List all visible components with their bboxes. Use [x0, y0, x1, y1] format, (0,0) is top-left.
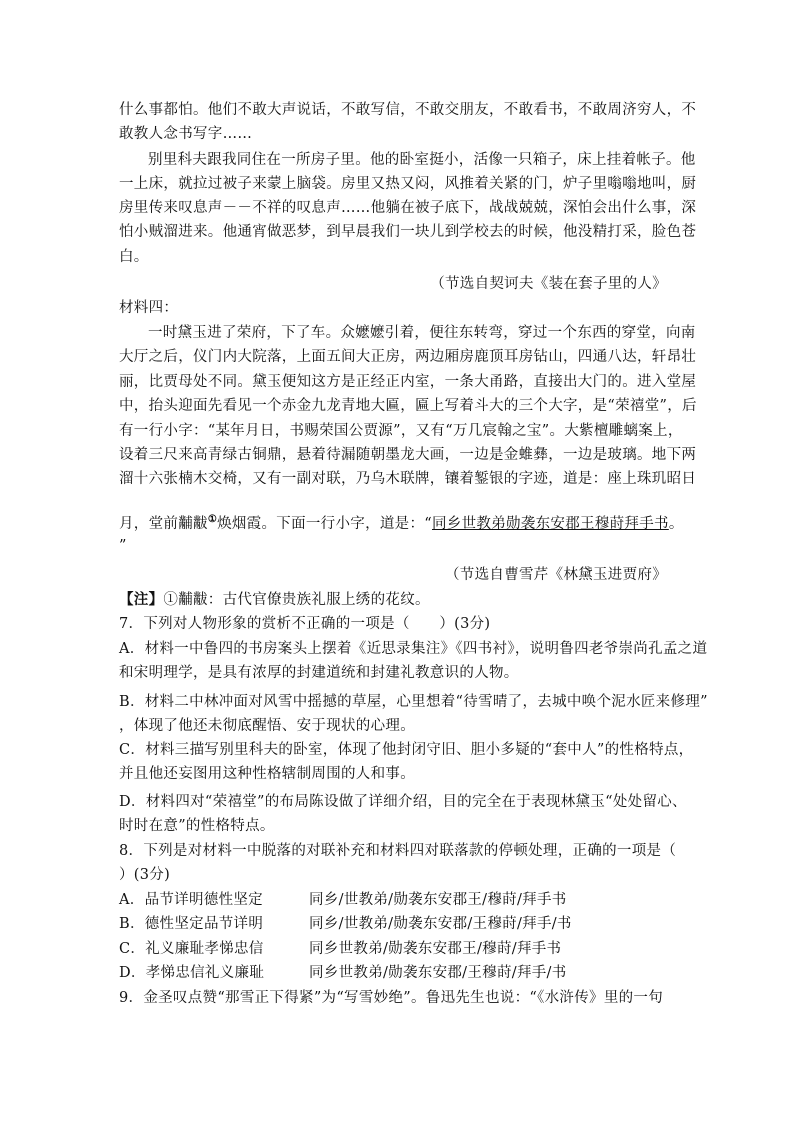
question-stem: 7．下列对人物形象的赏析不正确的一项是（ ）(3分)	[119, 616, 491, 632]
option-right: 同乡/世教弟/勋袭东安郡王/穆莳/拜手书	[309, 892, 567, 908]
footnote	[119, 588, 679, 612]
text-line: 敢教人念书写字……	[119, 126, 253, 142]
option-right: 同乡/世教弟/勋袭东安郡/王穆莳/拜手/书	[309, 916, 572, 932]
option-line: B．材料二中林冲面对风雪中摇撼的草屋，心里想着“待雪晴了，去城中唤个泥水匠来修理”	[119, 694, 708, 710]
option-line: 并且他还妄图用这种性格辖制周围的人和事。	[119, 766, 415, 782]
option-right: 同乡世教弟/勋袭东安郡/王穆莳/拜手/书	[309, 965, 567, 981]
text-line: 什么事都怕。他们不敢大声说话，不敢写信，不敢交朋友，不敢看书，不敢周济穷人，不	[119, 102, 697, 118]
option-line	[119, 937, 679, 961]
note-text: ①黼黻：古代官僚贵族礼服上绣的花纹。	[163, 592, 430, 608]
text-line: 丽，比贾母处不同。黛玉便知这方是正经正内室，一条大甬路，直接出大门的。进入堂屋	[119, 374, 697, 390]
source-citation: （节选自曹雪芹《林黛玉进贾府》	[445, 567, 667, 583]
option-line: 和宋明理学，是具有浓厚的封建道统和封建礼教意识的人物。	[119, 665, 519, 681]
text-segment: 焕烟霞。下面一行小字，道是：“	[217, 515, 432, 532]
option-left: A．品节详明德性坚定	[119, 892, 263, 908]
option-line: C．材料三描写别里科夫的卧室，体现了他封闭守旧、胆小多疑的“套中人”的性格特点，	[119, 742, 694, 758]
option-line	[119, 912, 679, 936]
option-left: C．礼义廉耻孝悌忠信	[119, 941, 264, 957]
option-line: ，体现了他还未彻底醒悟、安于现状的心理。	[119, 718, 415, 734]
text-line: 有一行小字：“某年月日，书赐荣国公贾源”，又有“万几宸翰之宝”。大紫檀雕螭案上，	[119, 423, 683, 439]
text-line: 别里科夫跟我同住在一所房子里。他的卧室挺小，活像一只箱子，床上挂着帐子。他	[148, 152, 696, 168]
text-line: ”	[119, 538, 127, 554]
option-line: 时时在意”的性格特点。	[119, 818, 275, 834]
option-left: D．孝悌忠信礼义廉耻	[119, 965, 265, 981]
section-title: 材料四：	[119, 300, 179, 316]
option-line: A．材料一中鲁四的书房案头上摆着《近思录集注》《四书衬》，说明鲁四老爷崇尚孔孟之道	[119, 641, 708, 657]
question-stem: ）(3分)	[119, 867, 171, 883]
option-line: D．材料四对“荣禧堂”的布局陈设做了详细介绍，目的完全在于表现林黛玉“处处留心、	[119, 794, 687, 810]
option-line	[119, 888, 679, 912]
text-segment: 。	[668, 515, 684, 532]
note-label: 【注】	[119, 591, 164, 608]
question-stem: 9．金圣叹点赞“那雪正下得紧”为“写雪妙绝”。鲁迅先生也说：“《水浒传》里的一句	[119, 990, 664, 1006]
text-line: 白。	[119, 249, 149, 265]
text-segment: 月，堂前黼黻	[119, 515, 208, 532]
text-line: 房里传来叹息声－－不祥的叹息声……他躺在被子底下，战战兢兢，深怕会出什么事，深	[119, 200, 697, 216]
underlined-text: 同乡世教弟勋袭东安郡王穆莳拜手书	[432, 515, 669, 532]
text-line: 怕小贼溜进来。他通宵做恶梦，到早晨我们一块儿到学校去的时候，他没精打采，脸色苍	[119, 224, 697, 240]
source-citation: （节选自契诃夫《装在套子里的人》	[430, 276, 667, 292]
text-line: 溜十六张楠木交椅，又有一副对联，乃乌木联牌，镶着錾银的字迹，道是：座上珠玑昭日	[119, 471, 697, 487]
text-line	[119, 508, 684, 536]
text-line: 中，抬头迎面先看见一个赤金九龙青地大匾，匾上写着斗大的三个大字，是“荣禧堂”，后	[119, 398, 697, 414]
text-line: 一时黛玉进了荣府，下了车。众嬷嬷引着，便往东转弯，穿过一个东西的穿堂，向南	[148, 325, 696, 341]
option-right: 同乡世教弟/勋袭东安郡王/穆莳/拜手书	[309, 941, 562, 957]
footnote-marker: ①	[207, 514, 218, 525]
option-line	[119, 961, 679, 985]
text-line: 设着三尺来高青绿古铜鼎，悬着待漏随朝墨龙大画，一边是金蜼彝，一边是玻璃。地下两	[119, 447, 697, 463]
option-left: B．德性坚定品节详明	[119, 916, 264, 932]
text-line: 大厅之后，仪门内大院落，上面五间大正房，两边厢房鹿顶耳房钻山，四通八达，轩昂壮	[119, 349, 697, 365]
question-stem: 8．下列是对材料一中脱落的对联补充和材料四对联落款的停顿处理，正确的一项是（	[119, 843, 677, 859]
text-line: 一上床，就拉过被子来蒙上脑袋。房里又热又闷，风推着关紧的门，炉子里嗡嗡地叫，厨	[119, 176, 697, 192]
